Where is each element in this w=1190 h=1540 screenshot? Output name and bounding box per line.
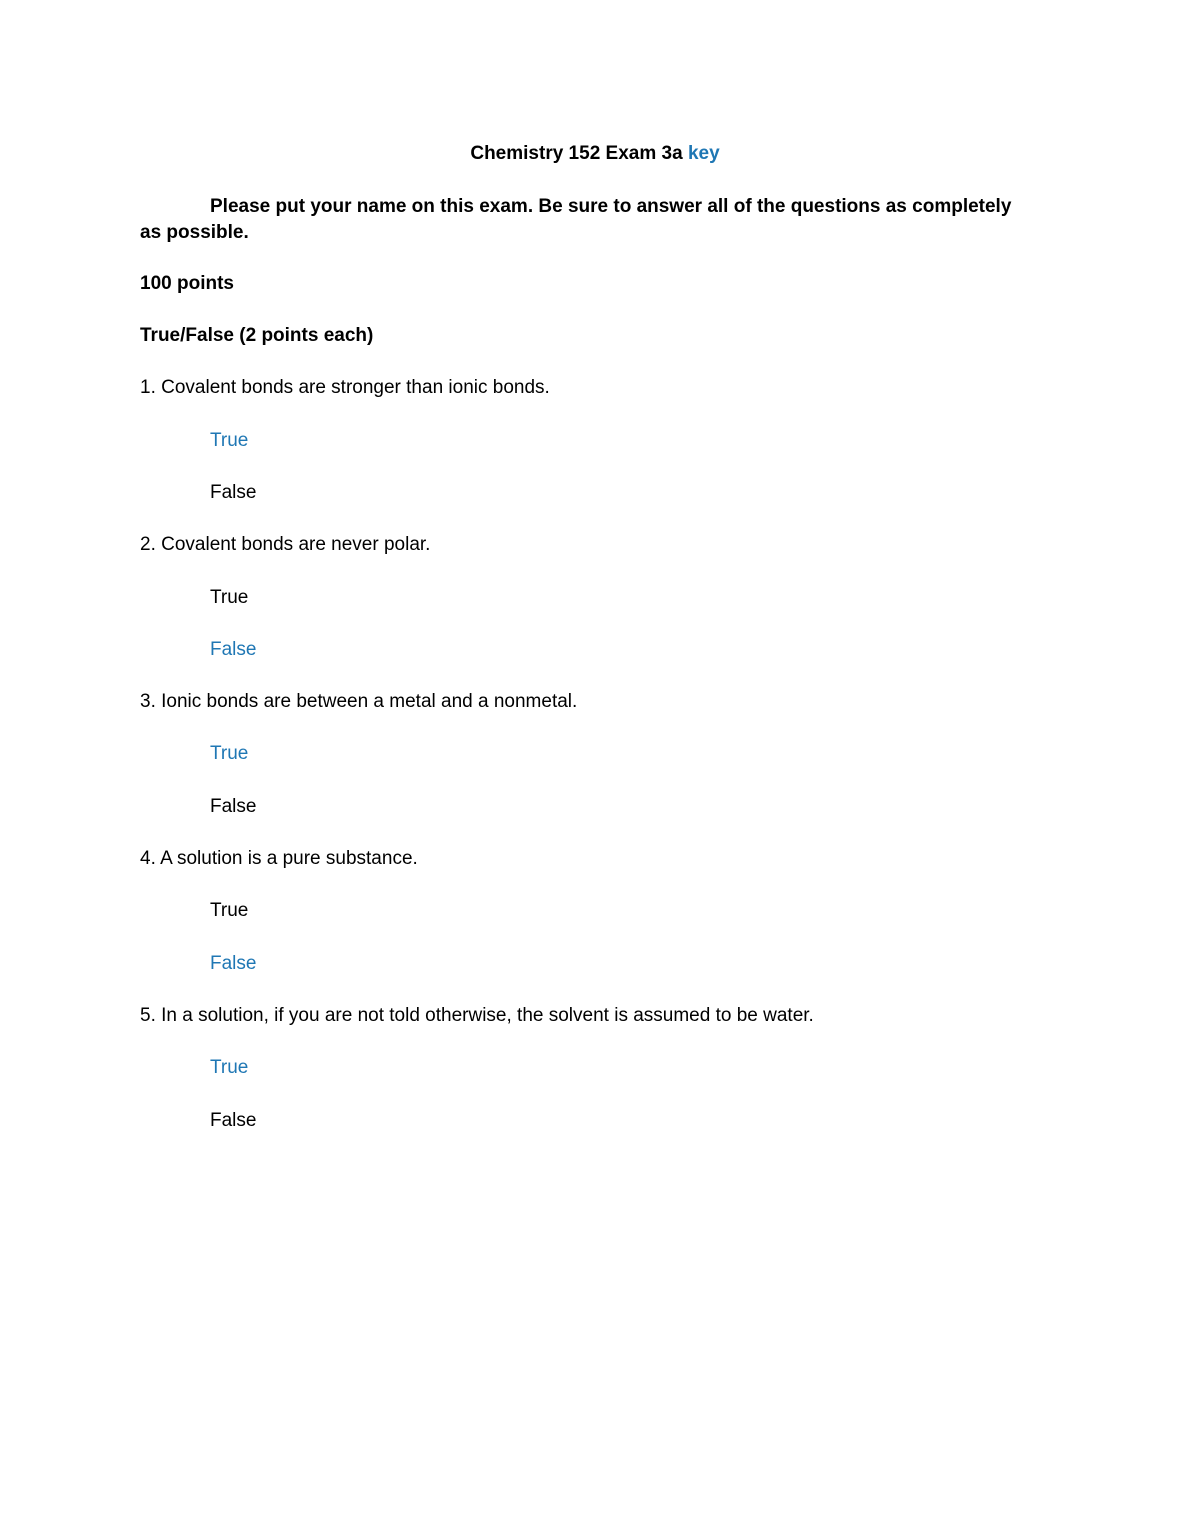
q1-option-false: False xyxy=(210,482,257,503)
page-title xyxy=(0,142,1190,166)
instructions: Please put your name on this exam. Be sure to answer all of the questions as completely as possible. xyxy=(140,196,1012,243)
total-points: 100 points xyxy=(140,273,234,294)
q5-option-true: True xyxy=(210,1057,249,1078)
question-1: 1. Covalent bonds are stronger than ionic bonds. xyxy=(140,377,550,398)
q4-option-false: False xyxy=(210,953,257,974)
section-heading: True/False (2 points each) xyxy=(140,325,374,346)
question-4: 4. A solution is a pure substance. xyxy=(140,848,418,869)
title-key-label: key xyxy=(687,143,720,164)
q5-option-false: False xyxy=(210,1110,257,1131)
question-3: 3. Ionic bonds are between a metal and a nonmetal. xyxy=(140,691,578,712)
q1-option-true: True xyxy=(210,430,249,451)
q3-option-false: False xyxy=(210,796,257,817)
title-text: Chemistry 152 Exam 3a xyxy=(470,143,683,164)
q2-option-false: False xyxy=(210,639,257,660)
question-2: 2. Covalent bonds are never polar. xyxy=(140,534,431,555)
q2-option-true: True xyxy=(210,587,249,608)
q4-option-true: True xyxy=(210,900,249,921)
question-5: 5. In a solution, if you are not told otherwise, the solvent is assumed to be water. xyxy=(140,1005,814,1026)
q3-option-true: True xyxy=(210,743,249,764)
